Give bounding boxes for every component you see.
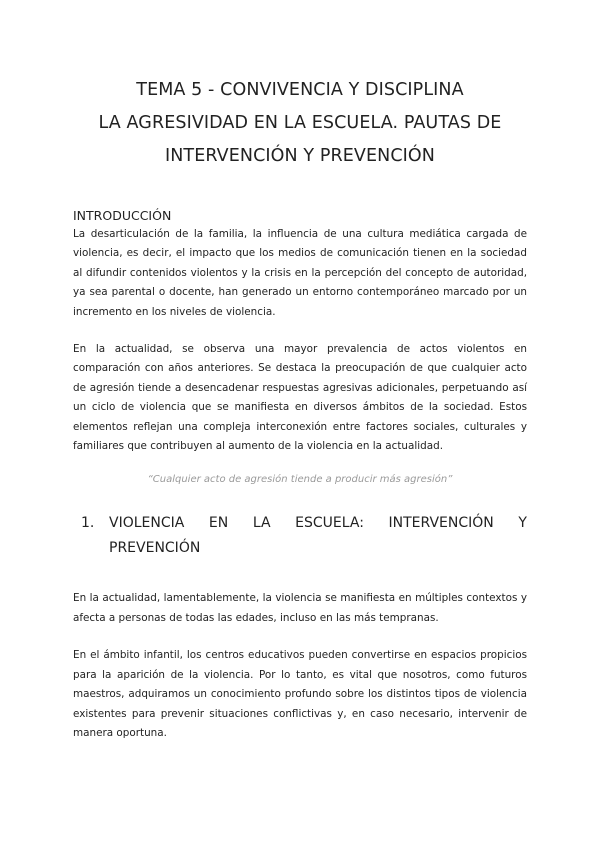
heading-word: VIOLENCIA [109,515,185,532]
heading-word: EN [208,515,229,532]
section-1-heading [73,511,527,561]
document-title [73,0,527,173]
section-number: 1. [81,515,95,532]
intro-paragraph: La desarticulación de la familia, la influencia de una cultura mediática cargada de violencia, es decir, el impacto que los medios de comunicación tienen en la sociedad al difundir contenidos violentos y la crisis en la percepción del concepto de autoridad, ya sea parental o docente, han generado un entorno contemporáneo marcado por un incremento en los niveles de violencia. [73,228,527,318]
heading-word: INTERVENCIÓN [388,515,494,532]
title-line: LA AGRESIVIDAD EN LA ESCUELA. PAUTAS DE [98,113,502,133]
introduction-heading: INTRODUCCIÓN [73,208,172,223]
section-heading-line: PREVENCIÓN [109,540,201,557]
section-heading-text [109,511,527,561]
heading-word: LA [252,515,271,532]
intro-paragraph: En la actualidad, se observa una mayor prevalencia de actos violentos en comparación con años anteriores. Se destaca la preocupación de que cualquier acto de agresión tiende a desencadenar respuestas agresivas adicionales, perpetuando así un ciclo de violencia que se manifiesta en diversos ámbitos de la sociedad. Estos elementos reflejan una compleja interconexión entre factores sociales, culturales y familiares que contribuyen al aumento de la violencia en la actualidad. [73,343,527,453]
section-1-paragraph: En la actualidad, lamentablemente, la violencia se manifiesta en múltiples contextos y afecta a personas de todas las edades, incluso en las más tempranas. [73,592,527,624]
section-heading-line [109,511,527,536]
heading-word: ESCUELA: [295,515,364,532]
section-1-paragraph: En el ámbito infantil, los centros educativos pueden convertirse en espacios propicios para la aparición de la violencia. Por lo tanto, es vital que nosotros, como futuros maestros, adquiramos un conocimiento profundo sobre los distintos tipos de violencia existentes para prevenir situaciones conflictivas y, en caso necesario, intervenir de manera oportuna. [73,649,527,739]
pull-quote: “Cualquier acto de agresión tiende a producir más agresión” [147,474,453,486]
heading-word: Y [518,515,527,532]
title-line: TEMA 5 - CONVIVENCIA Y DISCIPLINA [136,80,464,100]
title-line: INTERVENCIÓN Y PREVENCIÓN [164,146,435,166]
